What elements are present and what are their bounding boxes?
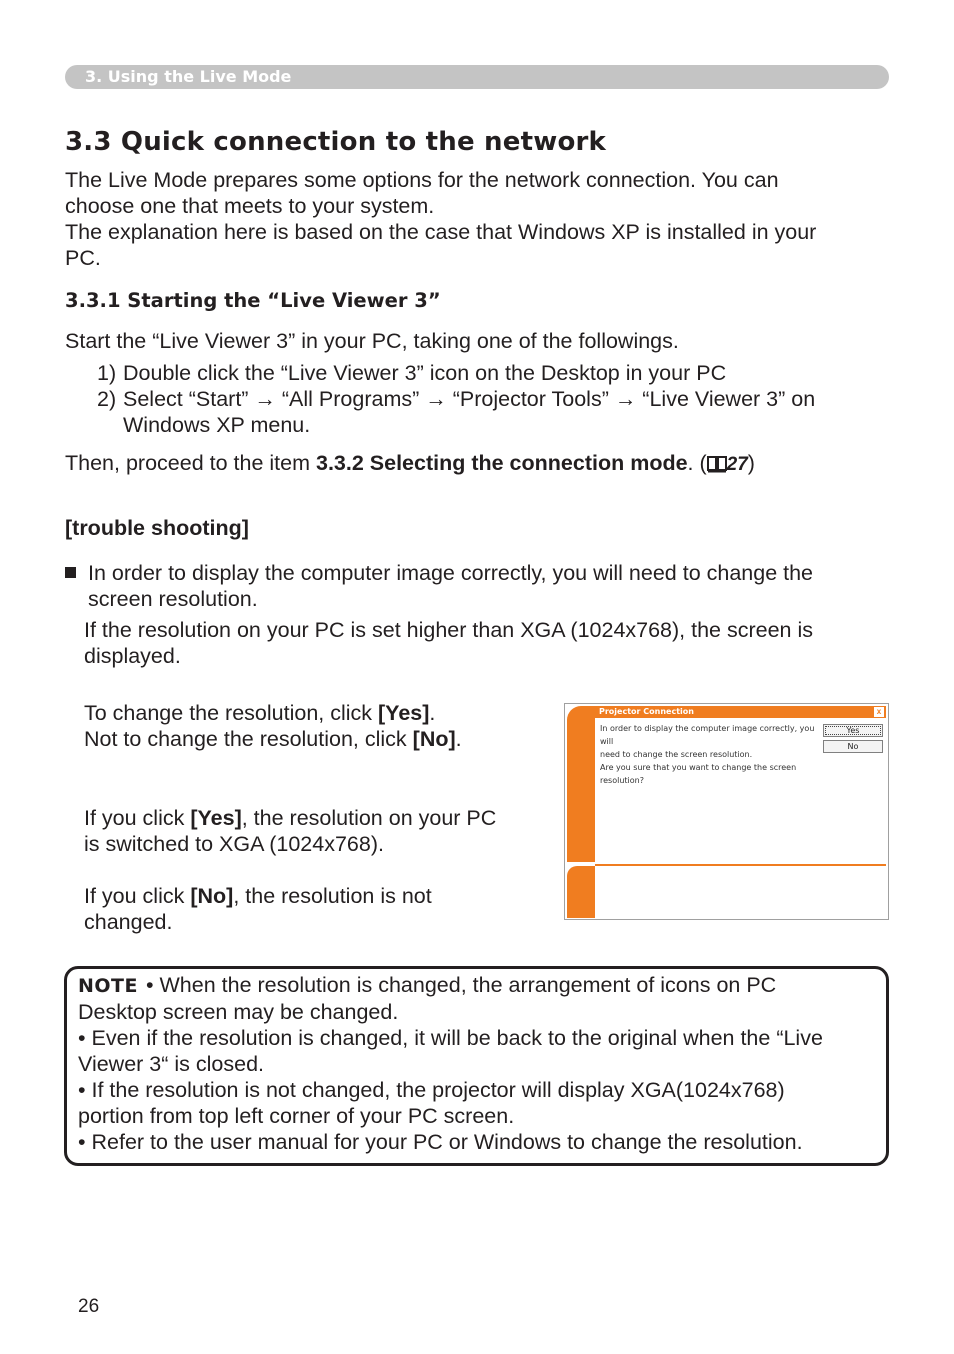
trouble-bullet [88,560,878,612]
change-no-suffix: . [455,727,462,751]
if-yes-line-2: is switched to XGA (1024x768). [84,832,384,856]
step-2 [97,386,877,438]
if-yes-suffix: , the resolution on your PC [241,806,497,830]
step-1 [97,360,877,386]
intro-paragraph [65,167,875,271]
trouble-bullet-line-2: screen resolution. [88,587,258,611]
if-no-text [84,883,544,935]
note-label: NOTE [78,975,138,997]
square-bullet-icon [65,567,76,578]
proceed-suffix-1: . ( [687,451,707,475]
note-line-7: • Refer to the user manual for your PC or Windows to change the resolution. [78,1130,803,1154]
dialog-body [595,718,886,862]
dialog-side-panel-bottom [567,866,595,918]
dialog-message-line-2: need to change the screen resolution. [600,750,753,759]
subsection-title: 3.3.1 Starting the “Live Viewer 3” [65,289,441,312]
step-1-text: Double click the “Live Viewer 3” icon on the Desktop in your PC [123,361,727,385]
if-yes-text [84,805,544,857]
section-label: 3. Using the Live Mode [85,67,292,86]
step-2-text: Select “Start” → “All Programs” → “Projector Tools” → “Live Viewer 3” on [123,387,816,411]
proceed-suffix-2: ) [747,451,755,475]
trouble-bullet-line-1: In order to display the computer image correctly, you will need to change the [88,561,814,585]
section-header-bar [65,65,889,89]
change-yes-line [84,700,544,726]
note-line-1 [78,972,878,999]
no-keyword: [No] [412,727,456,751]
resolution-explanation [84,617,874,669]
if-no-line-1 [84,883,544,909]
step-2-text-cont: Windows XP menu. [123,413,311,437]
step-1-number: 1) [97,361,117,385]
proceed-link[interactable]: 3.3.2 Selecting the connection mode [315,451,688,475]
proceed-text [65,450,875,478]
dialog-no-button[interactable]: No [823,740,883,753]
note-line-6: portion from top left corner of your PC screen. [78,1104,515,1128]
if-no-suffix: , the resolution is not [233,884,432,908]
resolution-line-1: If the resolution on your PC is set higher than XGA (1024x768), the screen is [84,618,814,642]
note-line-1-text: • When the resolution is changed, the arrangement of icons on PC [146,973,777,997]
dialog-side-panel-top [567,706,595,862]
dialog-title: Projector Connection [599,707,694,716]
page-number: 26 [78,1296,100,1317]
dialog-separator [595,864,886,866]
dialog-message-line-1: In order to display the computer image correctly, you will [600,724,815,746]
change-yes-prefix: To change the resolution, click [84,701,378,725]
dialog-titlebar [595,706,886,718]
note-line-2: Desktop screen may be changed. [78,1000,399,1024]
intro-line-2: choose one that meets to your system. [65,194,435,218]
dialog-message-line-3: Are you sure that you want to change the screen resolution? [600,763,797,785]
proceed-prefix: Then, proceed to the item [65,451,316,475]
change-yes-suffix: . [429,701,436,725]
reference-page-number[interactable]: 27 [726,454,748,475]
intro-line-1: The Live Mode prepares some options for the network connection. You can [65,168,779,192]
change-no-prefix: Not to change the resolution, click [84,727,413,751]
if-yes-prefix: If you click [84,806,191,830]
resolution-line-2: displayed. [84,644,181,668]
note-line-4: Viewer 3“ is closed. [78,1052,265,1076]
if-no-line-2: changed. [84,910,173,934]
note-box [64,966,889,1166]
note-content [78,972,878,1155]
projector-connection-dialog [564,703,889,920]
page-title: 3.3 Quick connection to the network [65,127,607,157]
step-2-number: 2) [97,387,117,411]
change-no-line [84,726,544,752]
dialog-close-button[interactable]: x [874,707,884,717]
if-yes-keyword: [Yes] [190,806,242,830]
dialog-message [600,722,820,787]
if-yes-line-1 [84,805,544,831]
yes-keyword: [Yes] [378,701,430,725]
if-no-prefix: If you click [84,884,191,908]
intro-line-4: PC. [65,246,101,270]
if-no-keyword: [No] [190,884,234,908]
note-line-3: • Even if the resolution is changed, it will be back to the original when the “Live [78,1026,823,1050]
book-icon [707,456,727,473]
start-text: Start the “Live Viewer 3” in your PC, taking one of the followings. [65,329,679,353]
change-instructions [84,700,544,752]
note-line-5: • If the resolution is not changed, the projector will display XGA(1024x768) [78,1078,785,1102]
intro-line-3: The explanation here is based on the case that Windows XP is installed in your [65,220,817,244]
dialog-yes-button[interactable]: Yes [823,724,883,737]
trouble-shooting-title: [trouble shooting] [65,516,249,540]
